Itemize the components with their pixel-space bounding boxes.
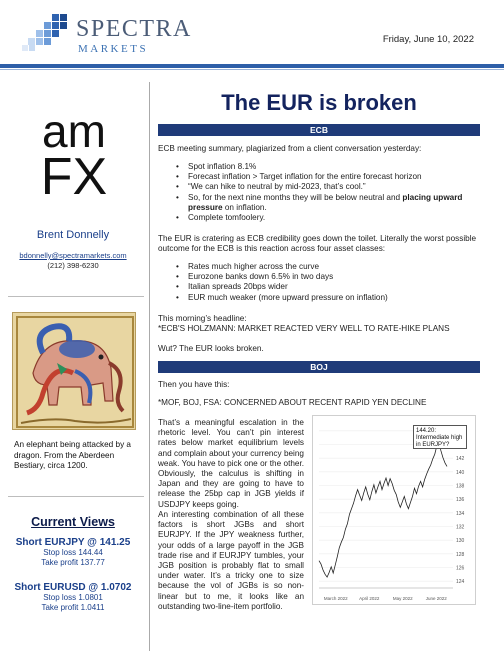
list-item: • Spot inflation 8.1% [176, 162, 476, 172]
asset-class-list [176, 262, 476, 303]
chart-x-tick-label: April 2022 [359, 596, 380, 601]
sidebar-divider [8, 496, 144, 497]
chart-y-tick-label: 128 [456, 551, 465, 558]
holzmann-headline: *ECB'S HOLZMANN: MARKET REACTED VERY WELL TO RATE-HIKE PLANS [158, 324, 450, 333]
list-item: • Rates much higher across the curve [176, 262, 476, 272]
list-item-bold: placing upward pressure [188, 192, 463, 212]
logo-subtitle: MARKETS [78, 43, 149, 55]
trade-view-2 [0, 582, 146, 613]
author-phone: (212) 398-6230 [47, 261, 99, 270]
list-item: • Forecast inflation > Target inflation for the entire forecast horizon [176, 172, 476, 182]
list-item: • “We can hike to neutral by mid-2023, that’s cool.” [176, 182, 476, 192]
page-header [0, 0, 504, 66]
chart-x-tick-label: May 2022 [392, 596, 413, 601]
chart-annotation: 144.20: Intermediate high in EURJPY? [413, 425, 467, 449]
boj-paragraph-1: That’s a meaningful escalation in the rhetoric level. You can’t pin interest rates below market equilibrium levels and complain about your currency being weak. You have to pick one or the other. Obviously, the calculus is shifting in Japan and they are going to have to release the 25bp cap in JGB yields if USDJPY keeps going. [158, 418, 304, 509]
chart-y-tick-label: 132 [456, 524, 465, 531]
boj-paragraph-2: An interesting combination of all these factors is short JGBs and short EURJPY. If the JPY weakness further, your odds of a large payoff in the JGB trade rise and if EURJPY tumbles, your JGB position is probably flat to small under water. It’s a tricky one to size because the vol of JGBs is so non-linear but to me, it looks like an outstanding two-line-item portfolio. [158, 510, 304, 611]
chart-x-tick-label: June 2022 [425, 596, 447, 601]
ecb-summary-list [176, 162, 476, 223]
spectra-logo [22, 10, 192, 55]
chart-y-tick-label: 130 [456, 538, 465, 545]
chart-x-tick-label: March 2022 [323, 596, 348, 601]
current-views-title: Current Views [31, 515, 115, 529]
trade-stop: Stop loss 1.0801 [43, 593, 103, 602]
ecb-paragraph: The EUR is cratering as ECB credibility goes down the toilet. Literally the worst possible outcome for the ECB is this reaction across four asset classes: [158, 234, 477, 254]
list-item: • Italian spreads 20bps wider [176, 282, 476, 292]
wordmark-fx: FX [40, 148, 108, 206]
trade-stop: Stop loss 144.44 [43, 548, 103, 557]
header-rule-thin [0, 69, 504, 70]
wut-line: Wut? The EUR looks broken. [158, 344, 264, 353]
sidebar [0, 82, 146, 651]
logo-name: SPECTRA [76, 16, 192, 42]
boj-headline: *MOF, BOJ, FSA: CONCERNED ABOUT RECENT RAPID YEN DECLINE [158, 398, 427, 407]
chart-y-tick-label: 140 [456, 469, 465, 476]
section-bar-boj: BOJ [158, 361, 480, 373]
image-caption: An elephant being attacked by a dragon. From the Aberdeen Bestiary, circa 1200. [14, 440, 131, 470]
issue-date: Friday, June 10, 2022 [382, 34, 474, 45]
article-headline: The EUR is broken [221, 90, 417, 115]
logo-mark-icon [22, 14, 68, 52]
list-item: • Complete tomfoolery. [176, 213, 476, 223]
list-item [176, 193, 476, 213]
column-divider [149, 82, 150, 651]
sidebar-divider [8, 296, 144, 297]
chart-y-tick-label: 142 [456, 456, 465, 463]
trade-main: Short EURJPY @ 141.25 [15, 537, 131, 548]
wordmark-am: am [42, 105, 106, 157]
author-email-link[interactable]: bdonnelly@spectramarkets.com [19, 251, 127, 260]
chart-y-tick-label: 138 [456, 483, 465, 490]
amfx-wordmark [32, 105, 116, 206]
ecb-intro: ECB meeting summary, plagiarized from a client conversation yesterday: [158, 144, 422, 153]
trade-target: Take profit 137.77 [41, 558, 105, 567]
eurjpy-series-line [319, 443, 447, 577]
author-name: Brent Donnelly [36, 229, 110, 241]
elephant-dragon-image [13, 313, 136, 430]
chart-y-tick-label: 136 [456, 497, 465, 504]
list-item-text: So, for the next nine months they will be below neutral and [188, 192, 403, 202]
chart-y-tick-label: 134 [456, 510, 465, 517]
list-item: • EUR much weaker (more upward pressure on inflation) [176, 293, 476, 303]
header-rule [0, 64, 504, 68]
morning-headline-label: This morning’s headline: [158, 314, 247, 323]
list-item-tail: on inflation. [222, 202, 267, 212]
section-bar-ecb: ECB [158, 124, 480, 136]
list-item: • Eurozone banks down 6.5% in two days [176, 272, 476, 282]
bestiary-illustration [12, 312, 136, 430]
chart-y-tick-label: 124 [456, 579, 465, 586]
chart-y-tick-label: 126 [456, 565, 465, 572]
trade-view-1 [0, 537, 146, 568]
trade-target: Take profit 1.0411 [41, 603, 105, 612]
trade-main: Short EURUSD @ 1.0702 [14, 582, 132, 593]
boj-intro: Then you have this: [158, 380, 230, 389]
eurjpy-chart [312, 415, 476, 605]
